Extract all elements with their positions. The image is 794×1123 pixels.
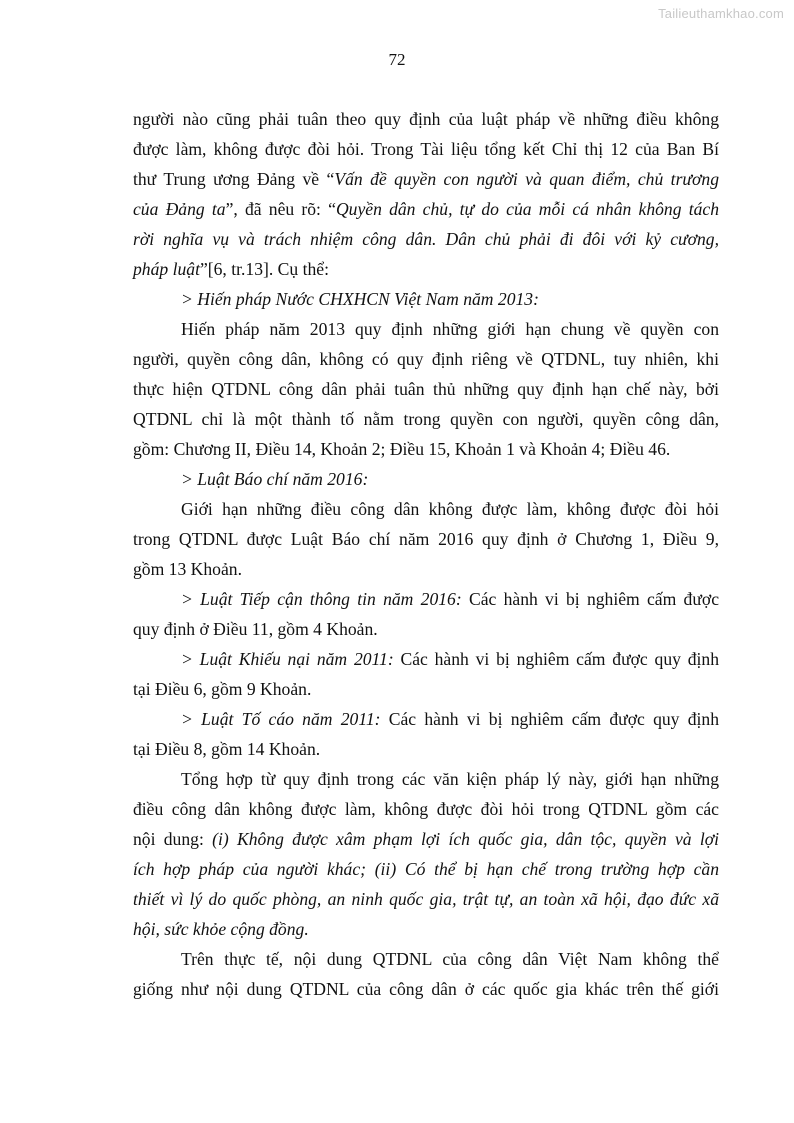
italic-run: Vấn đề quyền con người và quan điểm, chủ trương [334, 169, 719, 189]
text-line [133, 764, 719, 794]
text-line [133, 254, 719, 284]
text-line [133, 104, 719, 134]
italic-run: thiết vì lý do quốc phòng, an ninh quốc gia, trật tự, an toàn xã hội, đạo đức xã [133, 889, 719, 909]
paragraph-h2 [133, 464, 719, 494]
text-line [133, 464, 719, 494]
text-line [133, 704, 719, 734]
text-line [133, 794, 719, 824]
text-line [133, 224, 719, 254]
text-line [133, 854, 719, 884]
text-run: nội dung: [133, 829, 213, 849]
paragraph-p4 [133, 584, 719, 644]
text-run: Giới hạn những điều công dân không được làm, không được đòi hỏi [181, 499, 719, 519]
italic-run: > Luật Tố cáo năm 2011: [181, 709, 381, 729]
paragraph-p8 [133, 944, 719, 1004]
text-line [133, 134, 719, 164]
text-line [133, 404, 719, 434]
watermark: Tailieuthamkhao.com [658, 6, 784, 21]
text-line [133, 554, 719, 584]
text-run: ”, đã nêu rõ: “ [225, 199, 336, 219]
italic-run: Quyền dân chủ, tự do của mỗi cá nhân không tách [335, 199, 720, 219]
text-run: giống như nội dung QTDNL của công dân ở các quốc gia khác trên thế giới [133, 979, 719, 999]
italic-run: > Hiến pháp Nước CHXHCN Việt Nam năm 2013: [181, 289, 539, 309]
text-run: gồm: Chương II, Điều 14, Khoản 2; Điều 15, Khoản 1 và Khoản 4; Điều 46. [133, 439, 671, 459]
text-line [133, 974, 719, 1004]
text-run: Tổng hợp từ quy định trong các văn kiện pháp lý này, giới hạn những [181, 769, 719, 789]
text-run: gồm 13 Khoản. [133, 559, 242, 579]
text-line [133, 614, 719, 644]
paragraph-p7 [133, 764, 719, 944]
text-run: Các hành vi bị nghiêm cấm được quy định [393, 649, 719, 669]
italic-run: ích hợp pháp của người khác; (ii) Có thể bị hạn chế trong trường hợp cần [133, 859, 719, 879]
text-run: quy định ở Điều 11, gồm 4 Khoản. [133, 619, 378, 639]
text-run: được làm, không được đòi hỏi. Trong Tài liệu tổng kết Chỉ thị 12 của Ban Bí [133, 139, 719, 159]
italic-run: > Luật Tiếp cận thông tin năm 2016: [181, 589, 462, 609]
text-run: Hiến pháp năm 2013 quy định những giới hạn chung về quyền con [181, 319, 719, 339]
text-line [133, 644, 719, 674]
italic-run: > Luật Khiếu nại năm 2011: [181, 649, 394, 669]
paragraph-h1 [133, 284, 719, 314]
text-run: điều công dân không được làm, không được đòi hỏi trong QTDNL gồm các [133, 799, 719, 819]
text-run: Trên thực tế, nội dung QTDNL của công dân Việt Nam không thể [181, 949, 719, 969]
page-number: 72 [388, 50, 406, 69]
text-line [133, 674, 719, 704]
text-line [133, 524, 719, 554]
paragraph-p5 [133, 644, 719, 704]
italic-run: (i) Không được xâm phạm lợi ích quốc gia, dân tộc, quyền và lợi [212, 829, 719, 849]
text-line [133, 884, 719, 914]
text-run: người, quyền công dân, không có quy định riêng về QTDNL, tuy nhiên, khi [133, 349, 719, 369]
text-line [133, 734, 719, 764]
text-run: trong QTDNL được Luật Báo chí năm 2016 quy định ở Chương 1, Điều 9, [133, 529, 719, 549]
text-line [133, 434, 719, 464]
text-line [133, 494, 719, 524]
text-run: QTDNL chỉ là một thành tố nằm trong quyền con người, quyền công dân, [133, 409, 719, 429]
text-line [133, 284, 719, 314]
text-line [133, 314, 719, 344]
italic-run: pháp luật [133, 259, 200, 279]
paragraph-p1 [133, 104, 719, 284]
text-run: Các hành vi bị nghiêm cấm được [461, 589, 719, 609]
italic-run: rời nghĩa vụ và trách nhiệm công dân. Dân chủ phải đi đôi với kỷ cương, [133, 229, 719, 249]
text-run: người nào cũng phải tuân theo quy định của luật pháp về những điều không [133, 109, 719, 129]
text-line [133, 584, 719, 614]
text-line [133, 194, 719, 224]
text-run: thư Trung ương Đảng về “ [133, 169, 335, 189]
text-run: Các hành vi bị nghiêm cấm được quy định [380, 709, 720, 729]
text-run: tại Điều 8, gồm 14 Khoản. [133, 739, 321, 759]
italic-run: của Đảng ta [133, 199, 226, 219]
text-run: ”[6, tr.13]. Cụ thể: [199, 259, 329, 279]
text-line [133, 374, 719, 404]
text-line [133, 164, 719, 194]
text-line [133, 824, 719, 854]
italic-run: > Luật Báo chí năm 2016: [181, 469, 369, 489]
paragraph-p2 [133, 314, 719, 464]
text-run: tại Điều 6, gồm 9 Khoản. [133, 679, 312, 699]
document-body [133, 104, 719, 1004]
paragraph-p3 [133, 494, 719, 584]
text-line [133, 344, 719, 374]
text-line [133, 944, 719, 974]
text-line [133, 914, 719, 944]
paragraph-p6 [133, 704, 719, 764]
italic-run: hội, sức khỏe cộng đồng. [133, 919, 309, 939]
text-run: thực hiện QTDNL công dân phải tuân thủ những quy định hạn chế này, bởi [133, 379, 719, 399]
